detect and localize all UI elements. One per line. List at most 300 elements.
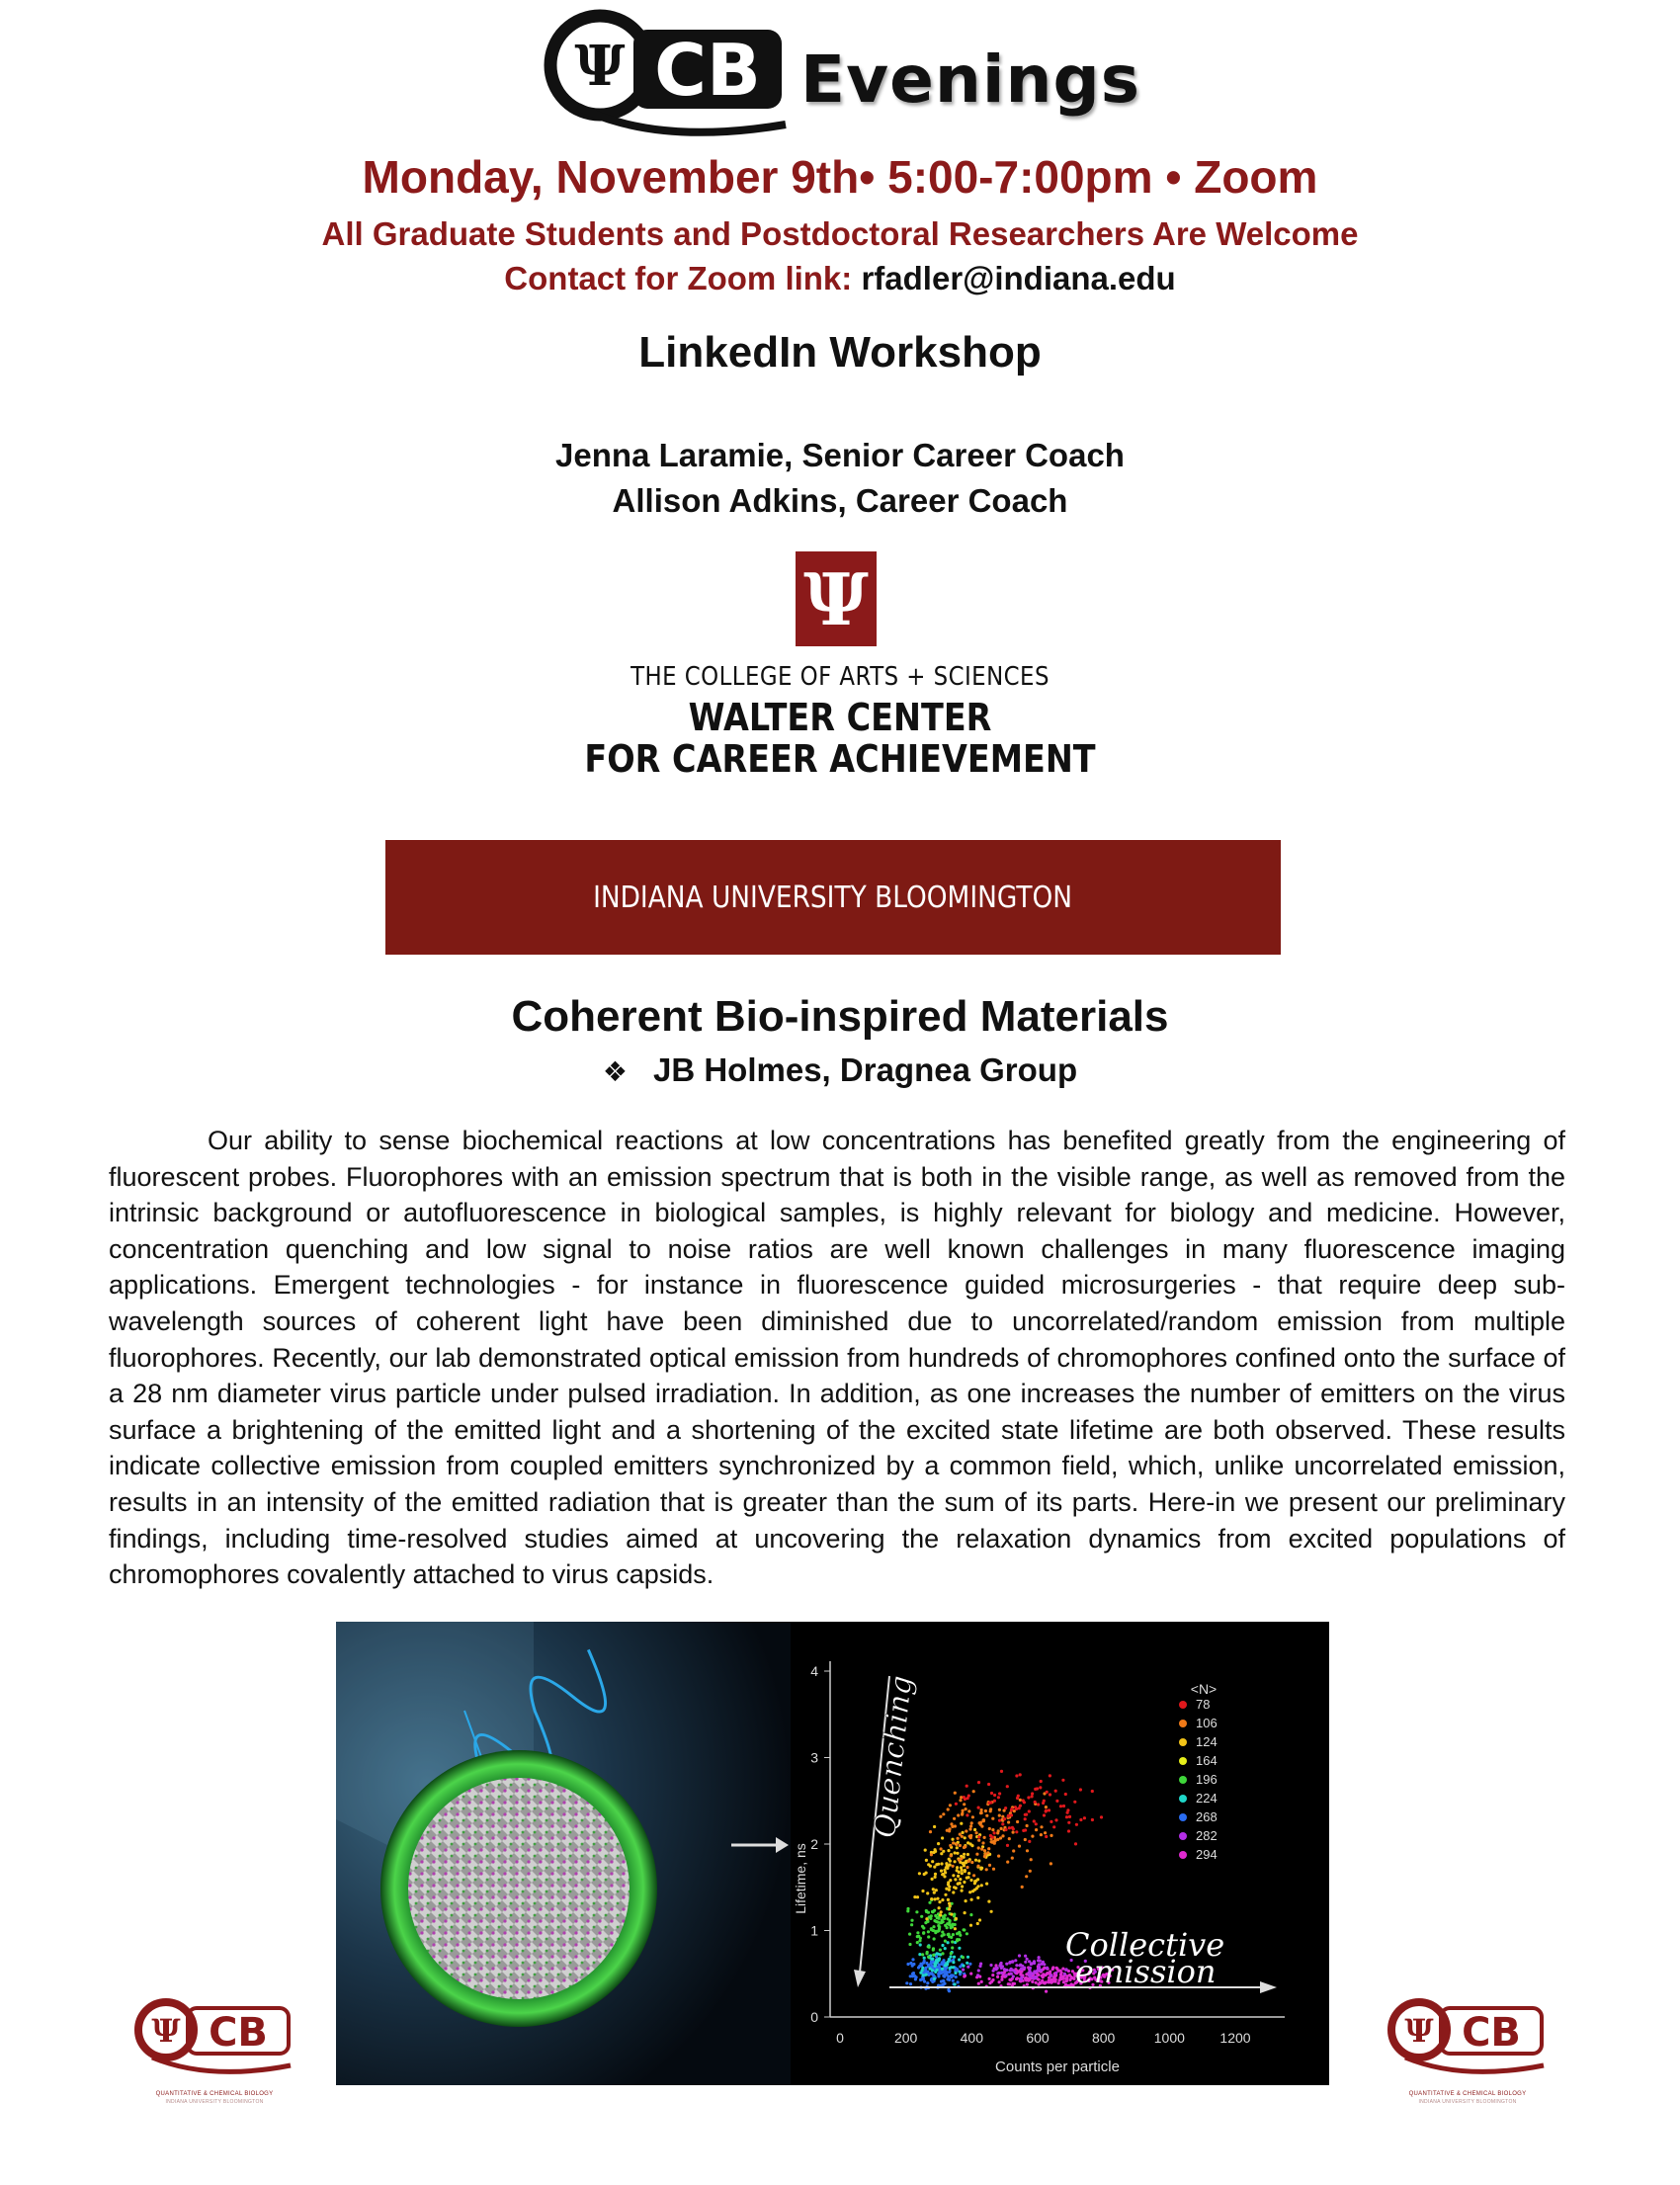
scatter-point <box>1042 1802 1045 1805</box>
scatter-point <box>966 1956 969 1959</box>
legend-label: 294 <box>1196 1847 1218 1862</box>
scatter-point <box>921 1925 924 1928</box>
scatter-point <box>1034 1975 1037 1978</box>
scatter-point <box>927 1930 930 1933</box>
legend-swatch <box>1179 1738 1187 1746</box>
scatter-point <box>959 1878 962 1881</box>
scatter-point <box>1061 1968 1064 1971</box>
scatter-point <box>951 1925 954 1928</box>
scatter-point <box>1051 1966 1054 1969</box>
scatter-point <box>1000 1967 1003 1970</box>
scatter-point <box>1064 1983 1067 1986</box>
scatter-point <box>1008 1982 1011 1985</box>
lifetime-vs-counts-chart <box>793 1661 1285 2075</box>
scatter-point <box>949 1863 952 1866</box>
x-tick-label: 800 <box>1091 2030 1116 2046</box>
research-figure <box>336 1622 1329 2085</box>
scatter-point <box>924 1921 927 1924</box>
scatter-point <box>946 1963 949 1966</box>
scatter-point <box>1020 1968 1023 1971</box>
scatter-point <box>1010 1813 1013 1816</box>
scatter-point <box>938 1958 941 1961</box>
scatter-point <box>941 1952 944 1955</box>
scatter-point <box>947 1849 950 1852</box>
legend-label: 106 <box>1196 1716 1218 1730</box>
scatter-point <box>925 1962 928 1965</box>
scatter-point <box>946 1864 949 1867</box>
scatter-point <box>961 1872 964 1875</box>
scatter-point <box>1028 1978 1031 1981</box>
scatter-point <box>969 1824 972 1827</box>
scatter-point <box>932 1888 935 1891</box>
scatter-point <box>932 1925 935 1928</box>
scatter-point <box>1026 1983 1029 1986</box>
scatter-point <box>977 1835 980 1838</box>
scatter-point <box>964 1845 966 1848</box>
scatter-point <box>963 1975 966 1977</box>
scatter-point <box>970 1898 973 1901</box>
scatter-point <box>1040 1833 1043 1836</box>
audience-line: All Graduate Students and Postdoctoral Researchers Are Welcome <box>321 215 1359 252</box>
scatter-point <box>954 1851 957 1854</box>
scatter-point <box>942 1920 945 1923</box>
scatter-point <box>962 1809 965 1812</box>
scatter-point <box>1005 1974 1008 1976</box>
scatter-point <box>1011 1857 1014 1860</box>
scatter-point <box>943 1917 946 1920</box>
scatter-point <box>993 1794 996 1797</box>
scatter-point <box>1011 1961 1014 1964</box>
scatter-point <box>1062 1805 1065 1807</box>
scatter-point <box>1038 1963 1041 1966</box>
scatter-point <box>951 1946 954 1949</box>
scatter-point <box>987 1783 990 1786</box>
scatter-point <box>1057 1981 1060 1984</box>
scatter-point <box>916 1941 919 1944</box>
scatter-point <box>967 1872 970 1875</box>
scatter-point <box>925 1859 928 1862</box>
scatter-point <box>954 1860 957 1863</box>
scatter-point <box>933 1937 936 1940</box>
scatter-point <box>985 1814 988 1817</box>
svg-text:CB: CB <box>1462 2010 1521 2056</box>
scatter-point <box>921 1953 924 1956</box>
scatter-point <box>956 1866 959 1869</box>
scatter-point <box>1024 1838 1027 1841</box>
scatter-point <box>937 1921 940 1924</box>
scatter-point <box>948 1971 951 1974</box>
scatter-point <box>1073 1801 1076 1804</box>
scatter-point <box>956 1939 959 1942</box>
scatter-point <box>954 1792 957 1795</box>
scatter-point <box>1026 1824 1029 1827</box>
scatter-point <box>1052 1825 1055 1828</box>
scatter-point <box>1019 1971 1022 1974</box>
scatter-point <box>962 1969 965 1972</box>
scatter-point <box>970 1861 973 1864</box>
legend-swatch <box>1179 1813 1187 1821</box>
scatter-point <box>937 1863 940 1866</box>
scatter-point <box>938 1906 941 1909</box>
y-tick-label: 0 <box>810 2009 818 2025</box>
scatter-point <box>1079 1788 1082 1791</box>
scatter-point <box>954 1927 957 1930</box>
scatter-point <box>983 1836 986 1839</box>
scatter-point <box>977 1859 980 1862</box>
scatter-point <box>961 1890 964 1892</box>
scatter-point <box>976 1896 979 1899</box>
scatter-point <box>1035 1828 1038 1831</box>
scatter-point <box>938 1928 941 1931</box>
scatter-point <box>980 1980 983 1983</box>
scatter-point <box>959 1934 962 1937</box>
scatter-point <box>952 1961 955 1964</box>
contact-label: Contact for Zoom link: <box>504 260 853 296</box>
scatter-point <box>1008 1837 1011 1840</box>
scatter-point <box>1000 1972 1003 1975</box>
scatter-point <box>968 1827 971 1830</box>
scatter-point <box>1040 1780 1043 1783</box>
scatter-point <box>1045 1835 1048 1838</box>
scatter-point <box>947 1941 950 1944</box>
scatter-point <box>952 1966 955 1969</box>
scatter-point <box>997 1855 1000 1858</box>
scatter-point <box>1028 1967 1031 1970</box>
scatter-point <box>932 1954 935 1957</box>
scatter-point <box>1033 1962 1036 1965</box>
scatter-point <box>1004 1828 1007 1831</box>
scatter-point <box>1014 1968 1017 1971</box>
scatter-point <box>996 1972 999 1975</box>
scatter-point <box>942 1812 945 1815</box>
scatter-point <box>1016 1797 1019 1800</box>
scatter-point <box>929 1962 932 1965</box>
scatter-point <box>954 1982 957 1985</box>
scatter-point <box>999 1963 1002 1966</box>
scatter-point <box>1053 1979 1056 1982</box>
scatter-point <box>957 1837 960 1840</box>
scatter-point <box>1066 1811 1069 1814</box>
scatter-point <box>993 1800 996 1803</box>
qcb-logo-icon <box>130 1988 298 2087</box>
scatter-point <box>966 1813 968 1816</box>
scatter-point <box>909 1962 912 1965</box>
scatter-point <box>1049 1774 1051 1777</box>
scatter-point <box>948 1907 951 1910</box>
scatter-point <box>1050 1975 1052 1977</box>
scatter-point <box>925 1909 928 1912</box>
scatter-point <box>940 1963 943 1966</box>
scatter-point <box>956 1852 959 1855</box>
scatter-point <box>965 1899 967 1902</box>
scatter-point <box>977 1969 980 1972</box>
x-tick-label: 600 <box>1026 2030 1050 2046</box>
scatter-point <box>1001 1822 1004 1825</box>
scatter-point <box>1055 1800 1058 1803</box>
legend-title: <N> <box>1190 1681 1218 1697</box>
scatter-point <box>1054 1790 1057 1793</box>
scatter-point <box>909 1982 912 1985</box>
talk-title: Coherent Bio-inspired Materials <box>511 992 1169 1041</box>
scatter-point <box>946 1972 949 1975</box>
scatter-point <box>991 1835 994 1838</box>
scatter-point <box>954 1972 957 1975</box>
scatter-point <box>962 1956 965 1959</box>
scatter-point <box>987 1900 990 1903</box>
scatter-point <box>1061 1779 1064 1782</box>
scatter-point <box>1043 1813 1046 1816</box>
scatter-point <box>944 1893 947 1896</box>
scatter-point <box>993 1831 996 1834</box>
scatter-point <box>1008 1962 1011 1965</box>
scatter-point <box>1031 1976 1034 1979</box>
scatter-point <box>1031 1835 1034 1838</box>
qcb-logo-icon <box>539 8 796 146</box>
event-date-line: Monday, November 9th• 5:00-7:00pm • Zoom <box>362 151 1318 203</box>
scatter-point <box>925 1952 928 1955</box>
scatter-point <box>1054 1972 1057 1975</box>
scatter-point <box>965 1807 967 1810</box>
scatter-point <box>1045 1809 1048 1812</box>
scatter-point <box>967 1809 970 1812</box>
scatter-point <box>977 1982 980 1985</box>
scatter-point <box>1035 1981 1038 1984</box>
scatter-point <box>943 1982 946 1985</box>
scatter-point <box>1044 1974 1047 1976</box>
scatter-point <box>967 1860 970 1863</box>
scatter-point <box>955 1803 958 1806</box>
scatter-point <box>1059 1805 1062 1807</box>
scatter-point <box>1040 1963 1043 1966</box>
scatter-point <box>936 1897 939 1900</box>
scatter-point <box>943 1869 946 1872</box>
scatter-point <box>952 1891 955 1893</box>
scatter-point <box>942 1971 945 1974</box>
scatter-point <box>952 1865 955 1868</box>
scatter-point <box>925 1974 928 1976</box>
scatter-point <box>919 1943 922 1946</box>
scatter-point <box>956 1932 959 1935</box>
scatter-point <box>918 1939 921 1942</box>
scatter-point <box>914 1977 917 1980</box>
scatter-point <box>1069 1975 1072 1978</box>
scatter-point <box>966 1866 968 1869</box>
scatter-point <box>932 1949 935 1952</box>
scatter-point <box>969 1879 972 1882</box>
scatter-point <box>955 1917 958 1920</box>
scatter-point <box>1046 1967 1049 1970</box>
scatter-point <box>939 1913 942 1916</box>
scatter-point <box>963 1928 966 1931</box>
scatter-point <box>1008 1826 1011 1829</box>
scatter-point <box>926 1891 929 1894</box>
qcb-logo-icon <box>1384 1988 1552 2087</box>
scatter-point <box>930 1897 933 1900</box>
scatter-point <box>929 1830 932 1833</box>
walter-center-line2: FOR CAREER ACHIEVEMENT <box>584 737 1096 781</box>
scatter-point <box>948 1935 951 1938</box>
scatter-point <box>911 1958 914 1961</box>
scatter-point <box>942 1850 945 1853</box>
scatter-point <box>978 1918 981 1921</box>
scatter-point <box>1023 1967 1026 1970</box>
scatter-point <box>1016 1820 1019 1823</box>
scatter-point <box>959 1799 962 1802</box>
scatter-point <box>975 1831 978 1834</box>
scatter-point <box>976 1865 979 1868</box>
scatter-point <box>1026 1849 1029 1852</box>
scatter-point <box>998 1814 1001 1817</box>
legend-swatch <box>1179 1851 1187 1859</box>
scatter-point <box>930 1853 933 1856</box>
scatter-point <box>952 1841 955 1844</box>
legend-label: 124 <box>1196 1734 1218 1749</box>
scatter-point <box>1028 1809 1031 1812</box>
scatter-point <box>1063 1973 1066 1975</box>
scatter-point <box>948 1923 951 1926</box>
scatter-point <box>1000 1827 1003 1830</box>
scatter-point <box>955 1843 958 1846</box>
scatter-point <box>1030 1858 1033 1861</box>
scatter-point <box>996 1838 999 1841</box>
scatter-point <box>948 1829 951 1832</box>
scatter-point <box>923 1957 926 1960</box>
scatter-point <box>939 1815 942 1818</box>
scatter-point <box>1022 1799 1025 1802</box>
scatter-point <box>1068 1815 1071 1818</box>
scatter-point <box>933 1866 936 1869</box>
scatter-point <box>1019 1799 1022 1802</box>
legend-swatch <box>1179 1832 1187 1840</box>
scatter-point <box>997 1796 1000 1799</box>
scatter-point <box>916 1895 919 1898</box>
scatter-point <box>940 1910 943 1913</box>
scatter-point <box>1067 1829 1070 1832</box>
scatter-point <box>916 1935 919 1938</box>
x-tick-label: 0 <box>836 2030 844 2046</box>
workshop-title: LinkedIn Workshop <box>638 328 1042 377</box>
walter-center-line1: WALTER CENTER <box>688 696 992 739</box>
scatter-point <box>1004 1807 1007 1809</box>
scatter-point <box>944 1947 947 1950</box>
scatter-point <box>1049 1793 1051 1796</box>
qcb-footer-logo-right <box>1384 1988 1552 2107</box>
contact-email-link[interactable]: rfadler@indiana.edu <box>861 260 1176 296</box>
scatter-point <box>1007 1814 1010 1817</box>
svg-text:CB: CB <box>654 29 761 112</box>
scatter-point <box>1021 1886 1024 1889</box>
contact-line <box>0 260 1680 297</box>
scatter-point <box>948 1967 951 1970</box>
scatter-point <box>994 1968 997 1971</box>
scatter-point <box>964 1870 966 1873</box>
scatter-point <box>937 1842 940 1845</box>
diamond-bullet-icon: ❖ <box>602 1056 628 1087</box>
scatter-point <box>976 1922 979 1925</box>
scatter-point <box>957 1875 960 1878</box>
scatter-point <box>1060 1972 1063 1975</box>
scatter-point <box>1045 1990 1048 1993</box>
scatter-point <box>959 1844 962 1847</box>
scatter-point <box>928 1901 931 1904</box>
scatter-point <box>950 1952 953 1955</box>
scatter-point <box>966 1876 969 1879</box>
scatter-point <box>956 1869 959 1872</box>
scatter-point <box>969 1973 972 1975</box>
scatter-point <box>977 1781 980 1784</box>
scatter-point <box>982 1819 985 1822</box>
scatter-point <box>928 1946 931 1949</box>
scatter-point <box>1074 1842 1077 1845</box>
scatter-point <box>977 1807 980 1809</box>
scatter-point <box>924 1849 927 1852</box>
scatter-point <box>985 1883 988 1886</box>
scatter-point <box>1054 1818 1057 1821</box>
scatter-point <box>918 1953 921 1956</box>
scatter-point <box>905 1981 908 1984</box>
scatter-point <box>975 1853 978 1856</box>
scatter-point <box>949 1860 952 1863</box>
scatter-point <box>988 1977 991 1980</box>
scatter-point <box>977 1846 980 1849</box>
scatter-point <box>931 1860 934 1863</box>
scatter-point <box>989 1809 992 1812</box>
footer-caption: QUANTITATIVE & CHEMICAL BIOLOGY <box>1408 2091 1527 2097</box>
scatter-point <box>1050 1862 1052 1865</box>
scatter-point <box>962 1965 965 1968</box>
legend-swatch <box>1179 1776 1187 1784</box>
scatter-point <box>1037 1803 1040 1806</box>
scatter-point <box>1009 1969 1012 1972</box>
scatter-point <box>966 1785 968 1788</box>
scatter-point <box>1014 1806 1017 1808</box>
scatter-point <box>1015 1977 1018 1980</box>
scatter-point <box>979 1811 982 1814</box>
scatter-point <box>980 1867 983 1870</box>
scatter-point <box>1011 1826 1014 1829</box>
scatter-point <box>972 1790 975 1793</box>
scatter-point <box>948 1902 951 1905</box>
scatter-point <box>935 1889 938 1891</box>
scatter-point <box>988 1802 991 1805</box>
scatter-point <box>1027 1796 1030 1799</box>
scatter-point <box>988 1827 991 1830</box>
scatter-point <box>963 1853 966 1856</box>
scatter-point <box>1100 1815 1103 1818</box>
scatter-point <box>1019 1805 1022 1807</box>
scatter-point <box>956 1846 959 1849</box>
scatter-point <box>962 1862 965 1865</box>
scatter-point <box>998 1819 1001 1822</box>
scatter-point <box>991 1828 994 1831</box>
scatter-point <box>934 1931 937 1934</box>
scatter-point <box>954 1923 957 1926</box>
scatter-point <box>964 1836 966 1839</box>
collective-label-1: Collective <box>1065 1926 1225 1964</box>
scatter-point <box>1041 1975 1044 1977</box>
scatter-point <box>953 1817 956 1820</box>
scatter-point <box>952 1874 955 1877</box>
scatter-point <box>1034 1788 1037 1791</box>
scatter-point <box>1048 1808 1050 1811</box>
scatter-point <box>1055 1967 1058 1970</box>
scatter-point <box>973 1828 976 1831</box>
scatter-point <box>940 1980 943 1983</box>
scatter-point <box>941 1944 944 1947</box>
footer-caption-2: INDIANA UNIVERSITY BLOOMINGTON <box>165 2099 264 2105</box>
x-axis-label: Counts per particle <box>995 2059 1120 2075</box>
scatter-point <box>937 1975 940 1977</box>
